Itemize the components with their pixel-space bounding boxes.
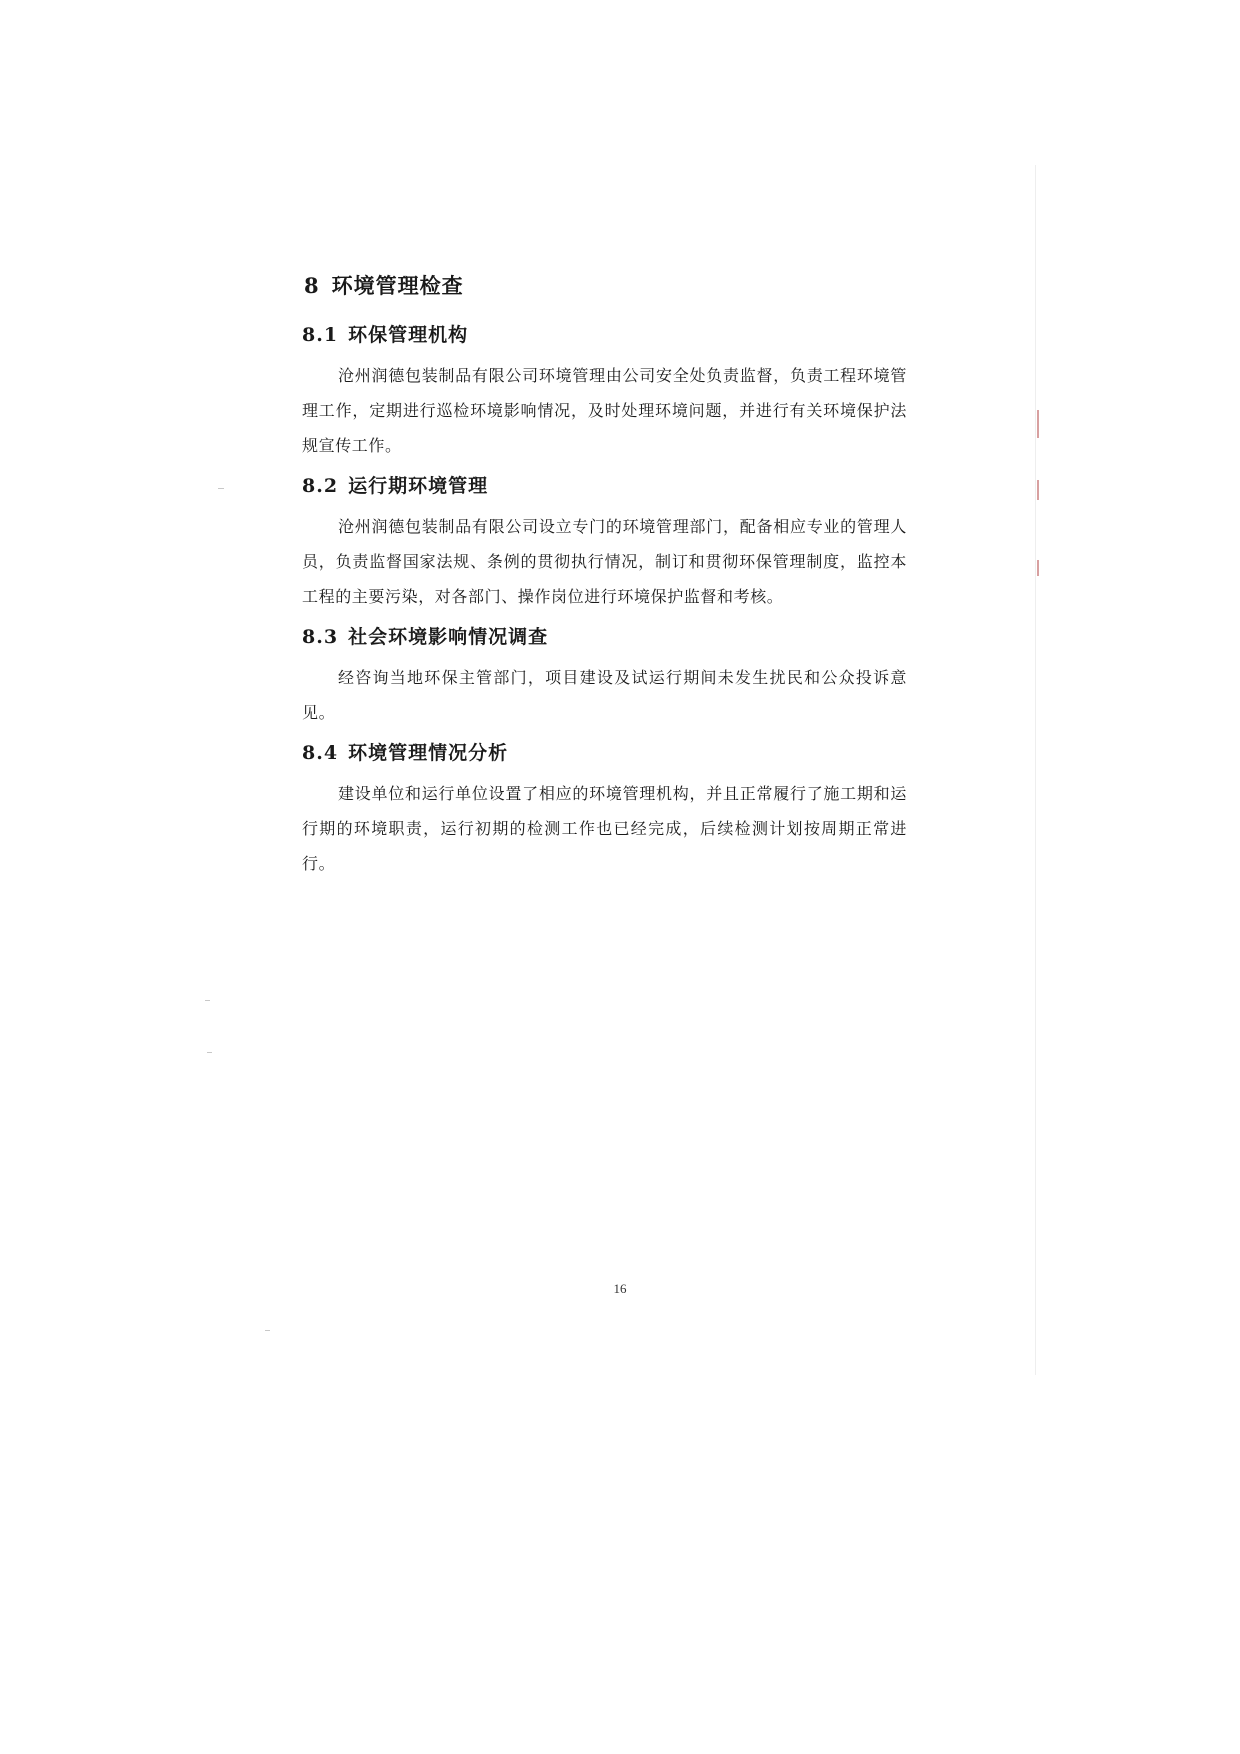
section-8-1: [302, 318, 907, 463]
scan-edge-shadow: [1035, 165, 1036, 1375]
section-8-4: [302, 736, 907, 881]
section-title: 环保管理机构: [348, 324, 469, 346]
section-title: 社会环境影响情况调查: [348, 626, 549, 648]
scan-speck: [207, 1052, 212, 1053]
section-paragraph: 建设单位和运行单位设置了相应的环境管理机构，并且正常履行了施工期和运行期的环境职责，运行初期的检测工作也已经完成，后续检测计划按周期正常进行。: [302, 784, 907, 873]
section-heading: [302, 620, 907, 654]
scan-speck: [265, 1330, 270, 1331]
section-heading: [302, 736, 907, 770]
document-body: [302, 268, 907, 887]
section-8-2: [302, 469, 907, 614]
page-number: 16: [613, 1281, 627, 1296]
scan-speck: [205, 1000, 210, 1001]
scan-red-mark: [1037, 480, 1039, 500]
chapter-title: 环境管理检查: [331, 273, 464, 298]
section-title: 运行期环境管理: [348, 475, 489, 497]
scan-speck: [218, 488, 224, 489]
scan-red-mark: [1037, 560, 1039, 576]
chapter-heading: [304, 268, 907, 304]
section-paragraph: 沧州润德包装制品有限公司环境管理由公司安全处负责监督，负责工程环境管理工作，定期进行巡检环境影响情况，及时处理环境问题，并进行有关环境保护法规宣传工作。: [302, 366, 907, 455]
section-8-3: [302, 620, 907, 730]
section-heading: [302, 469, 907, 503]
chapter-number: 8: [304, 273, 320, 298]
section-paragraph: 沧州润德包装制品有限公司设立专门的环境管理部门，配备相应专业的管理人员，负责监督国家法规、条例的贯彻执行情况，制订和贯彻环保管理制度，监控本工程的主要污染，对各部门、操作岗位进行环境保护监督和考核。: [302, 517, 907, 606]
section-number: 8.3: [302, 626, 339, 648]
section-title: 环境管理情况分析: [348, 742, 509, 764]
section-number: 8.4: [302, 742, 339, 764]
scan-red-mark: [1037, 410, 1039, 438]
section-number: 8.2: [302, 475, 339, 497]
section-number: 8.1: [302, 324, 339, 346]
section-paragraph: 经咨询当地环保主管部门，项目建设及试运行期间未发生扰民和公众投诉意见。: [302, 668, 907, 722]
section-heading: [302, 318, 907, 352]
